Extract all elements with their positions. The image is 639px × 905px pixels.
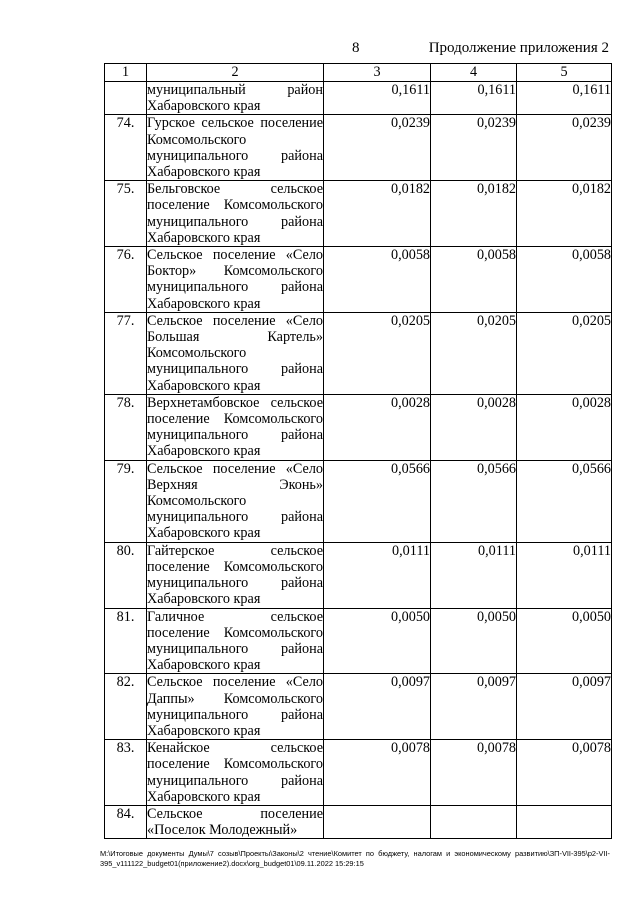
value-col3: 0,1611 [324,82,431,115]
row-number: 75. [105,181,147,247]
value-col5: 0,0078 [517,740,612,806]
value-col4: 0,0566 [431,460,517,542]
value-col3: 0,0205 [324,312,431,394]
row-number: 81. [105,608,147,674]
column-header: 5 [517,64,612,82]
value-col4: 0,0050 [431,608,517,674]
document-path-footer: М:\Итоговые документы Думы\7 созыв\Проекты\Законы\2 чтение\Комитет по бюджету, налогам и экономическому развитию\ЗП-VII-395\р2-VII-395_v111122_budget01(приложение2).docx\org_budget01\09.11.2022 15:29:15 [100,849,610,868]
municipality-name: Сельское поселение «Село Боктор» Комсомольского муниципального района Хабаровского края [147,247,323,312]
municipality-name: Сельское поселение «Село Верхняя Эконь» Комсомольского муниципального района Хабаровского края [147,460,323,542]
value-col3: 0,0058 [324,247,431,313]
column-header: 1 [105,64,147,82]
value-col3: 0,0028 [324,394,431,460]
municipality-name: Верхнетамбовское сельское поселение Комсомольского муниципального района Хабаровского края [147,394,323,460]
value-col3: 0,0182 [324,181,431,247]
value-col5: 0,0111 [517,542,612,608]
table-row [105,740,612,806]
municipality-name: Сельское поселение «Село Даппы» Комсомольского муниципального района Хабаровского края [147,674,323,739]
row-number: 74. [105,115,147,181]
row-number: 84. [105,805,147,838]
table-row [105,394,612,460]
table-header-row [105,64,612,82]
value-col5: 0,0058 [517,247,612,313]
value-col4: 0,0097 [431,674,517,740]
table-row [105,460,612,542]
municipality-name: Сельское поселение «Поселок Молодежный» [147,805,323,839]
table-row [105,181,612,247]
value-col4 [431,805,517,838]
table-row [105,674,612,740]
value-col5: 0,0566 [517,460,612,542]
value-col5: 0,0239 [517,115,612,181]
page-number: 8 [352,40,360,56]
value-col4: 0,0078 [431,740,517,806]
municipality-name: Галичное сельское поселение Комсомольского муниципального района Хабаровского края [147,608,323,674]
value-col4: 0,0205 [431,312,517,394]
column-header: 3 [324,64,431,82]
value-col3: 0,0097 [324,674,431,740]
row-number: 83. [105,740,147,806]
row-number: 80. [105,542,147,608]
value-col4: 0,0111 [431,542,517,608]
municipality-name: Кенайское сельское поселение Комсомольского муниципального района Хабаровского края [147,740,323,805]
value-col5: 0,1611 [517,82,612,115]
row-number: 82. [105,674,147,740]
table-row [105,542,612,608]
value-col3: 0,0078 [324,740,431,806]
value-col5: 0,0097 [517,674,612,740]
value-col4: 0,0182 [431,181,517,247]
table-row [105,608,612,674]
table-row [105,312,612,394]
value-col3: 0,0111 [324,542,431,608]
value-col4: 0,0028 [431,394,517,460]
municipality-name: муниципальный район Хабаровского края [147,82,323,115]
value-col3: 0,0050 [324,608,431,674]
municipality-name: Гурское сельское поселение Комсомольского муниципального района Хабаровского края [147,115,323,181]
table-row [105,805,612,838]
value-col3 [324,805,431,838]
column-header: 4 [431,64,517,82]
continuation-header: Продолжение приложения 2 [428,40,609,56]
table-row [105,247,612,313]
row-number: 79. [105,460,147,542]
appendix-table [104,63,612,839]
value-col3: 0,0239 [324,115,431,181]
value-col5: 0,0028 [517,394,612,460]
value-col4: 0,0239 [431,115,517,181]
row-number: 78. [105,394,147,460]
row-number [105,82,147,115]
value-col4: 0,0058 [431,247,517,313]
value-col3: 0,0566 [324,460,431,542]
row-number: 77. [105,312,147,394]
value-col4: 0,1611 [431,82,517,115]
value-col5: 0,0050 [517,608,612,674]
column-header: 2 [147,64,324,82]
municipality-name: Сельское поселение «Село Большая Картель» Комсомольского муниципального района Хабаровского края [147,312,323,394]
value-col5: 0,0205 [517,312,612,394]
value-col5: 0,0182 [517,181,612,247]
table-row [105,115,612,181]
table-row [105,82,612,115]
value-col5 [517,805,612,838]
municipality-name: Гайтерское сельское поселение Комсомольского муниципального района Хабаровского края [147,542,323,608]
municipality-name: Бельговское сельское поселение Комсомольского муниципального района Хабаровского края [147,181,323,246]
row-number: 76. [105,247,147,313]
